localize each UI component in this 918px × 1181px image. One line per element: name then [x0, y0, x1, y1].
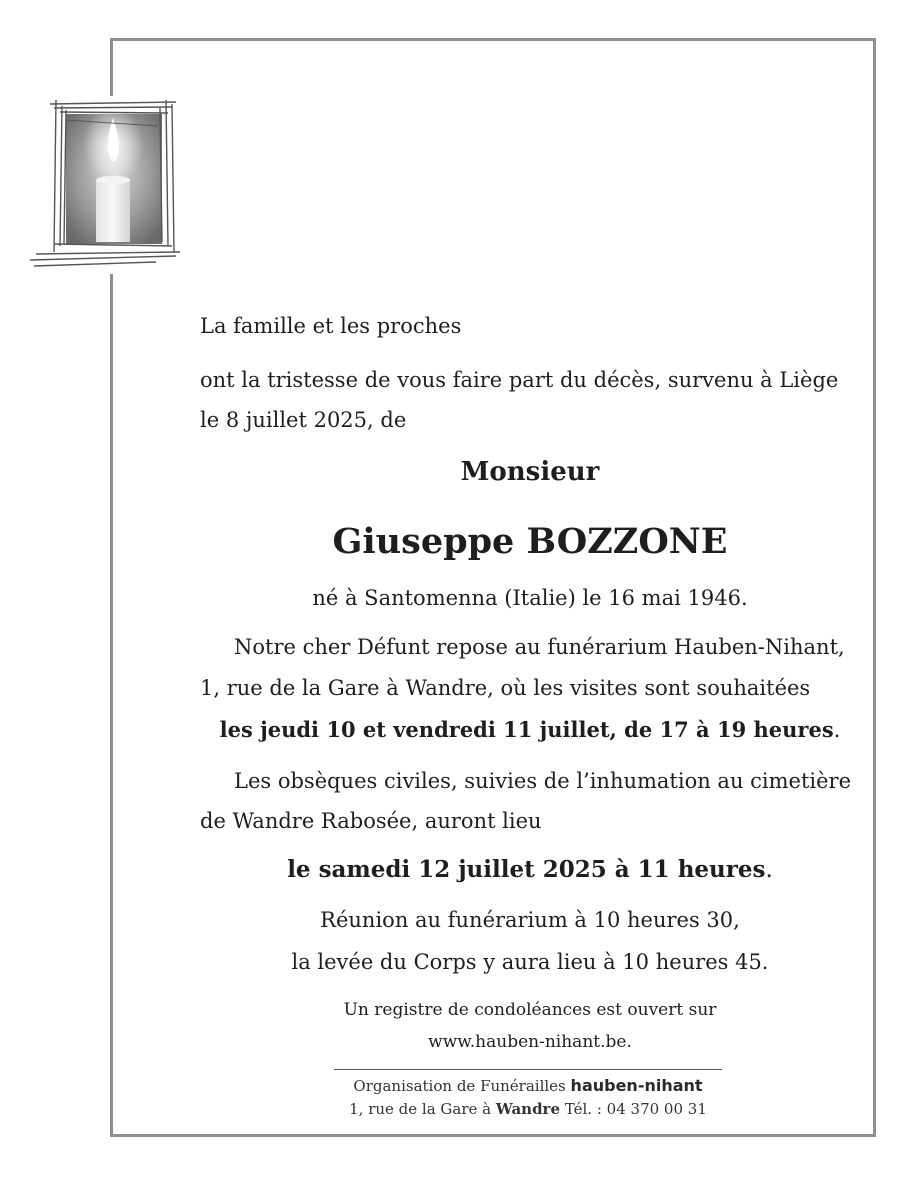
footer-org: [334, 1076, 722, 1095]
footer-divider: [334, 1069, 722, 1070]
intro-line-1: La famille et les proches: [200, 314, 462, 338]
funeral-date-punct: .: [765, 857, 773, 883]
footer-phone: Tél. : 04 370 00 31: [564, 1100, 707, 1118]
footer-org-label: Organisation de Funérailles: [353, 1077, 566, 1095]
footer-town: Wandre: [495, 1100, 561, 1118]
funeral-levee: la levée du Corps y aura lieu à 10 heures 45.: [291, 950, 769, 974]
deceased-birth: né à Santomenna (Italie) le 16 mai 1946.: [312, 586, 748, 610]
deceased-title: Monsieur: [460, 457, 600, 487]
register-line: Un registre de condoléances est ouvert sur: [343, 1000, 717, 1020]
visits-line-2: 1, rue de la Gare à Wandre, où les visites sont souhaitées: [200, 676, 811, 700]
candle-image: [26, 96, 184, 274]
intro-line-2: ont la tristesse de vous faire part du décès, survenu à Liège: [200, 368, 839, 392]
funeral-date: [200, 856, 860, 884]
footer-address-prefix: 1, rue de la Gare à: [349, 1100, 492, 1118]
visits-dates-punct: .: [833, 718, 841, 742]
visits-dates-text: les jeudi 10 et vendredi 11 juillet, de 17 à 19 heures: [219, 717, 834, 742]
intro-line-3: le 8 juillet 2025, de: [200, 408, 407, 432]
funeral-line-1: Les obsèques civiles, suivies de l’inhumation au cimetière: [234, 769, 852, 793]
funeral-line-2: de Wandre Rabosée, auront lieu: [200, 809, 542, 833]
visits-line-1: Notre cher Défunt repose au funérarium Hauben-Nihant,: [234, 635, 845, 659]
footer-address: [334, 1100, 722, 1118]
deceased-name: Giuseppe BOZZONE: [332, 521, 728, 562]
funeral-date-text: le samedi 12 juillet 2025 à 11 heures: [287, 856, 766, 883]
candle-icon: [26, 96, 184, 274]
visits-dates: [200, 716, 860, 744]
funeral-meeting: Réunion au funérarium à 10 heures 30,: [320, 908, 740, 932]
footer-brand: hauben-nihant: [570, 1076, 703, 1095]
register-url[interactable]: www.hauben-nihant.be.: [428, 1032, 632, 1052]
